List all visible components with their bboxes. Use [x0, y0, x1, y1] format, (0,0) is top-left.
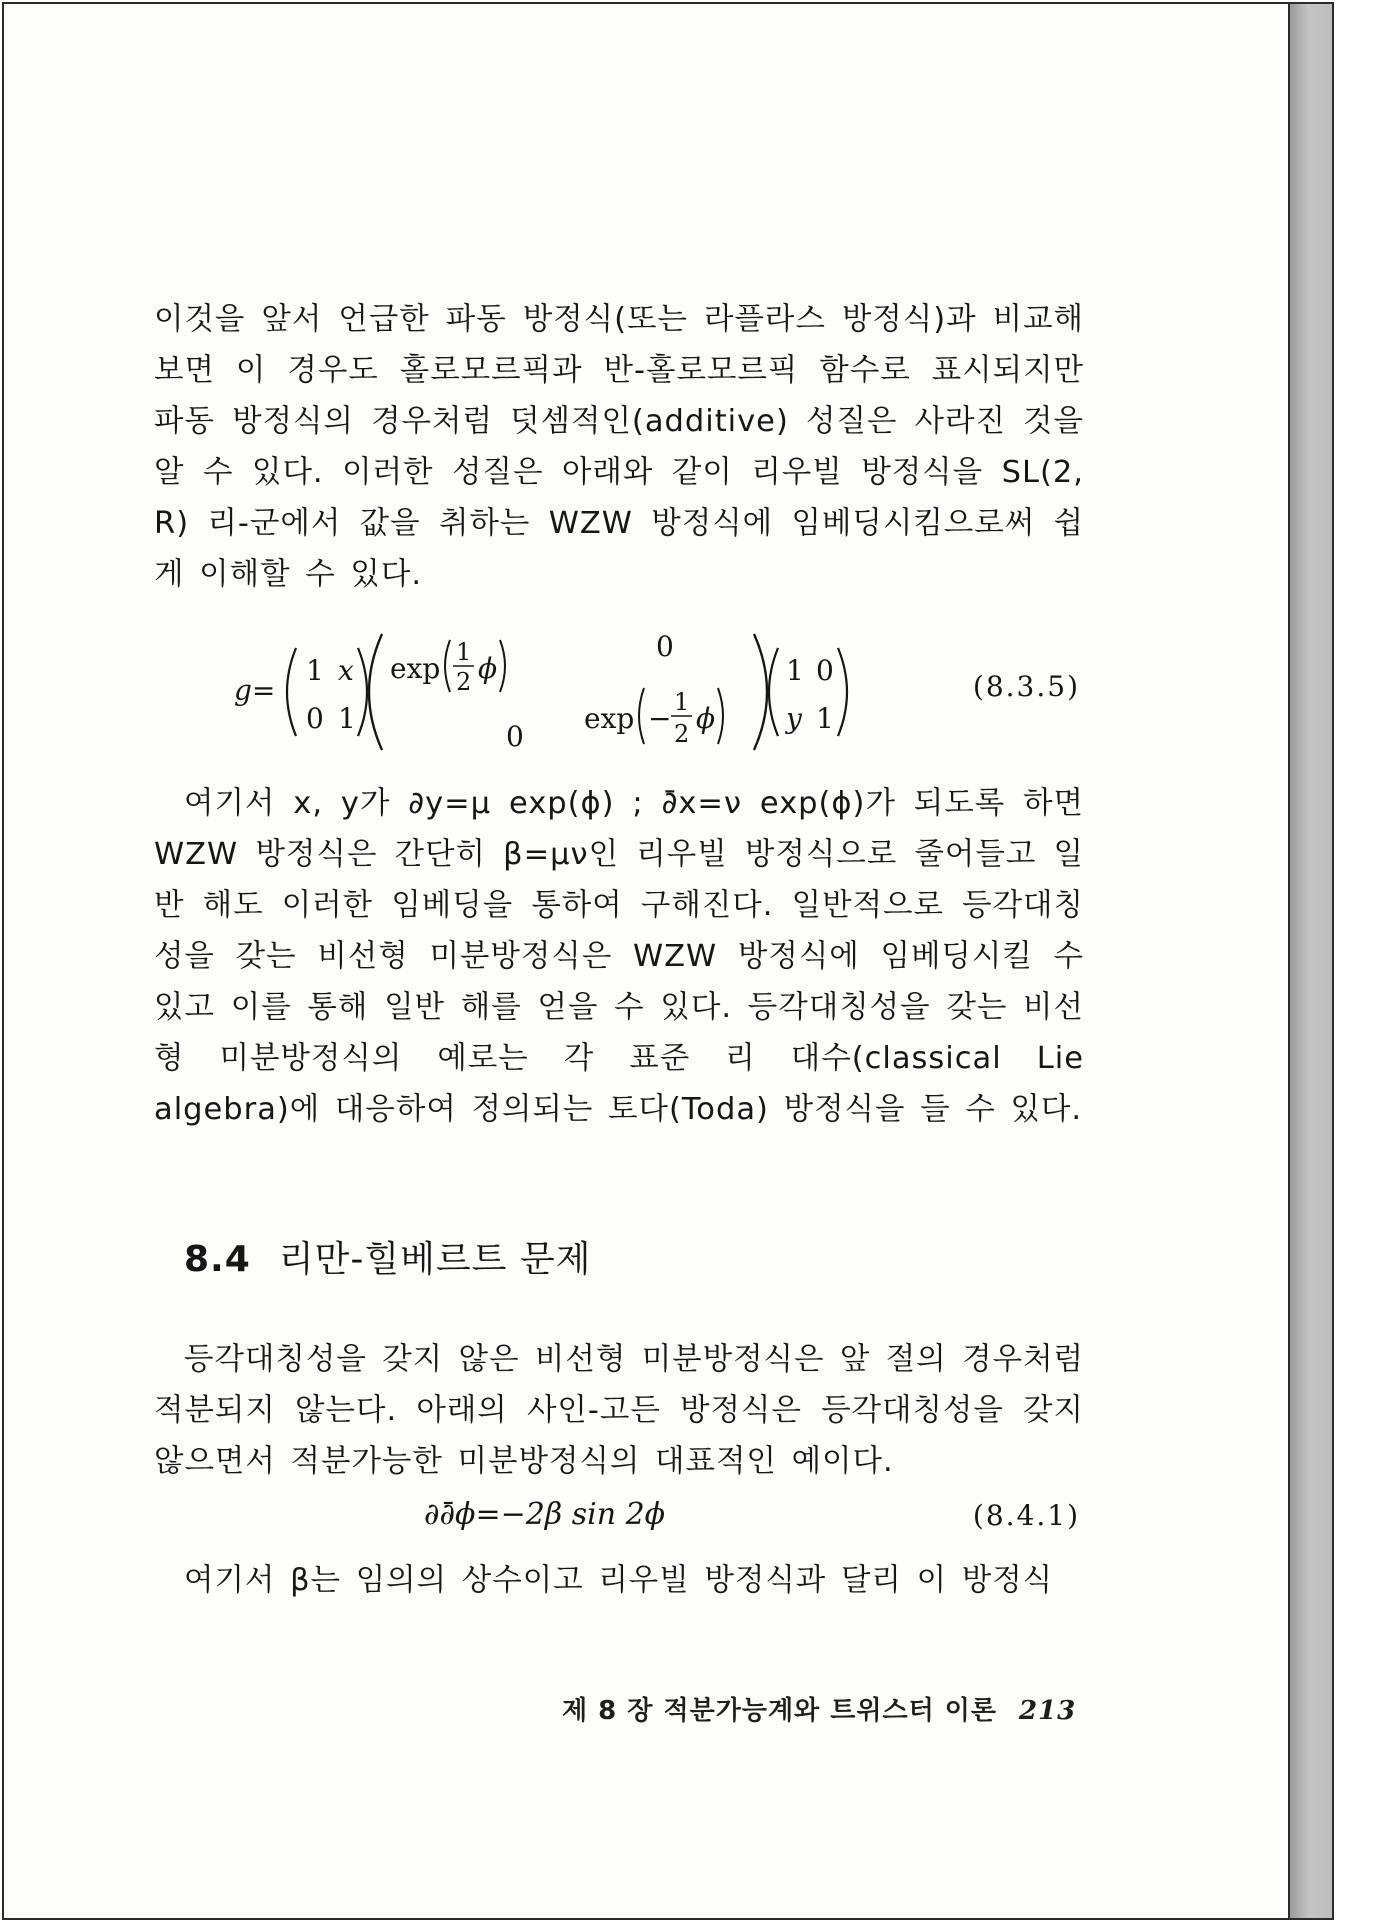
- section-number: 8.4: [184, 1239, 251, 1280]
- exp-label-2: exp: [584, 702, 635, 735]
- m3-12: 0: [816, 654, 834, 687]
- half-den-1: 2: [456, 668, 472, 696]
- section-heading: [184, 1231, 1084, 1282]
- page-number: 213: [1018, 1696, 1077, 1726]
- equation-number-8-3-5: (8.3.5): [972, 670, 1080, 703]
- paragraph-2: 여기서 x, y가 ∂y=μ exp(ϕ) ; ∂̄x=ν exp(ϕ)가 되도록 하면 WZW 방정식은 간단히 β=μν인 리우빌 방정식으로 줄어들고 일반 해도 이러한 임베딩을 통하여 구해진다. 일반적으로 등각대칭성을 갖는 비선형 미분방정식은 WZW 방정식에 임베딩시킬 수 있고 이를 통해 일반 해를 얻을 수 있다. 등각대칭성을 갖는 비선형 미분방정식의 예로는 각 표준 리 대수(classical Lie algebra)에 대응하여 정의되는 토다(Toda) 방정식을 들 수 있다.: [154, 786, 1084, 1127]
- phi-1: ϕ: [478, 652, 498, 685]
- m2-21: 0: [506, 720, 524, 753]
- half-num-2: 1: [674, 688, 690, 716]
- m1-22: 1: [338, 702, 356, 735]
- book-spine-edge: [1290, 2, 1334, 1920]
- section-title: 리만-힐베르트 문제: [278, 1239, 592, 1280]
- paragraph-4: 여기서 β는 임의의 상수이고 리우빌 방정식과 달리 이 방정식: [184, 1563, 1054, 1598]
- minus-sign: −: [648, 702, 672, 735]
- equation-number-8-4-1: (8.4.1): [972, 1499, 1080, 1532]
- m1-11: 1: [306, 654, 324, 687]
- half-num-1: 1: [456, 638, 472, 666]
- running-footer: [562, 1690, 1076, 1727]
- equation-8-3-5: [154, 626, 1084, 756]
- exp-label-1: exp: [390, 652, 441, 685]
- sine-gordon-expression: ∂∂̄ϕ=−2β sin 2ϕ: [424, 1497, 666, 1532]
- matrix-equation-graphic: [234, 626, 994, 756]
- book-page: [2, 2, 1290, 1920]
- paragraph-1: 이것을 앞서 언급한 파동 방정식(또는 라플라스 방정식)과 비교해 보면 이 경우도 홀로모르픽과 반-홀로모르픽 함수로 표시되지만 파동 방정식의 경우처럼 덧셈적인(additive) 성질은 사라진 것을 알 수 있다. 이러한 성질은 아래와 같이 리우빌 방정식을 SL(2, R) 리-군에서 값을 취하는 WZW 방정식에 임베딩시킴으로써 쉽게 이해할 수 있다.: [154, 302, 1084, 592]
- m3-11: 1: [786, 654, 804, 687]
- paragraph-3: 등각대칭성을 갖지 않은 비선형 미분방정식은 앞 절의 경우처럼 적분되지 않는다. 아래의 사인-고든 방정식은 등각대칭성을 갖지 않으면서 적분가능한 미분방정식의 대표적인 예이다.: [154, 1342, 1084, 1479]
- half-den-2: 2: [674, 720, 690, 748]
- m3-22: 1: [816, 702, 834, 735]
- m1-21: 0: [306, 702, 324, 735]
- m1-12: x: [338, 654, 354, 687]
- m3-21: y: [786, 702, 802, 735]
- phi-2: ϕ: [696, 702, 716, 735]
- eq-lhs: g=: [234, 674, 276, 707]
- m2-12: 0: [656, 630, 674, 663]
- page-content: [154, 294, 1084, 1606]
- chapter-title: 제 8 장 적분가능계와 트위스터 이론: [562, 1696, 997, 1726]
- equation-8-4-1: [154, 1495, 1084, 1551]
